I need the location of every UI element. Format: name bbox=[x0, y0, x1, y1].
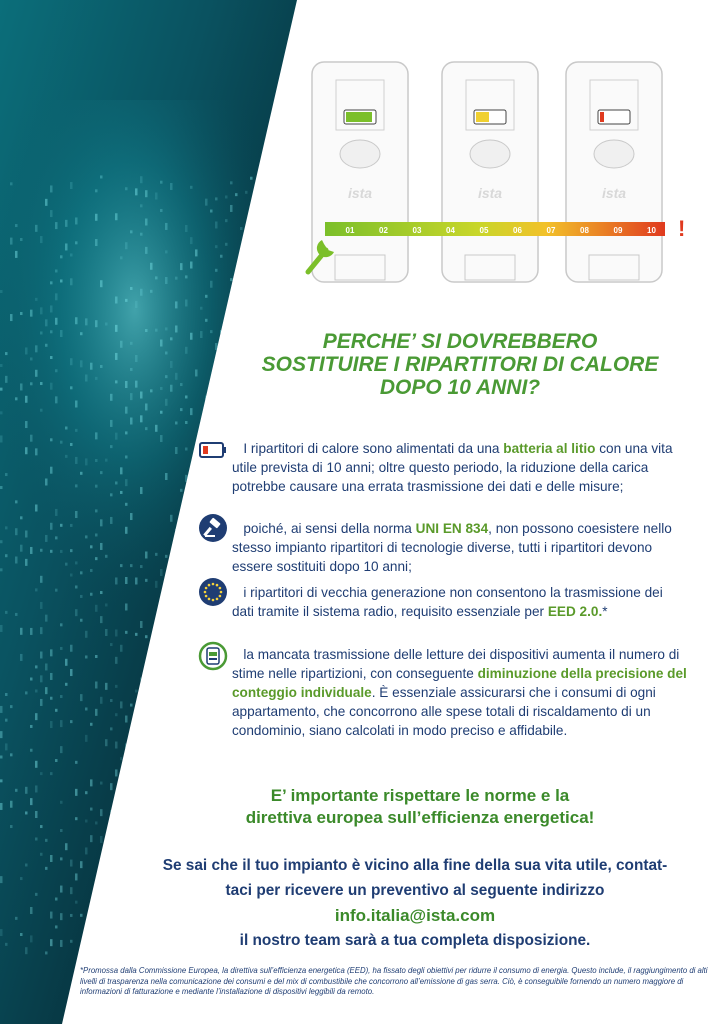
important-notice: E’ importante rispettare le norme e la direttiva europea sull’efficienza energetica! bbox=[245, 786, 595, 827]
list-item-radio: i ripartitori di vecchia generazione non consentono la trasmissione dei dati tramite il sistema radio, requisito essenziale per EED 2.0.* bbox=[232, 585, 663, 619]
svg-text:ista: ista bbox=[477, 185, 503, 201]
scale-label: 02 bbox=[379, 226, 388, 235]
scale-label: 10 bbox=[647, 226, 656, 235]
device-badge-icon bbox=[198, 641, 228, 671]
list-item-battery: I ripartitori di calore sono alimentati da una batteria al litio con una vita utile prevista di 10 anni; oltre questo periodo, la riduzione della carica potrebbe causare una errata trasmissione dei dati e delle misure; bbox=[232, 441, 673, 494]
scale-label: 08 bbox=[580, 226, 589, 235]
footnote: *Promossa dalla Commissione Europea, la direttiva sull’efficienza energetica (EED), ha fissato degli obiettivi per ridurre il consumo di energia. Questo include, il raggiungimento di alti livelli di trasparenza nella comunicazione dei consumi e del mix di combustibile che concorrono all’emissione di gas serra. Ciò, è conseguibile fornendo un numero maggiore di informazioni di fatturazione e mediante l’installazione di dispositivi leggibili da remoto. bbox=[80, 966, 708, 996]
svg-text:ista: ista bbox=[601, 185, 627, 201]
highlight-text: UNI EN 834 bbox=[415, 521, 489, 536]
list-item-precision: la mancata trasmissione delle letture dei dispositivi aumenta il numero di stime nelle ripartizioni, con conseguente diminuzione della precisione del conteggio individuale. È essenziale assicurarsi che i consumi di ogni appartamento, che concorrono alle spese totali di riscaldamento di un condominio, siano calcolati in modo preciso e affidabile. bbox=[232, 647, 687, 738]
scale-label: 01 bbox=[345, 226, 355, 235]
email-link[interactable]: info.italia@ista.com bbox=[334, 906, 496, 925]
device-3 bbox=[566, 62, 662, 282]
scale-label: 03 bbox=[412, 226, 422, 235]
heat-cost-allocator-illustration bbox=[300, 50, 695, 290]
highlight-text: diminuzione della precisione del conteggio individuale bbox=[232, 666, 687, 700]
battery-icon bbox=[198, 435, 228, 465]
scale-label: 09 bbox=[613, 226, 623, 235]
scale-label: 04 bbox=[446, 226, 455, 235]
contact-block: Se sai che il tuo impianto è vicino alla fine della sua vita utile, contat- taci per ricevere un preventivo al seguente indirizzo info.italia@ista.com il nostro team sarà a tua completa disposizione. bbox=[110, 853, 720, 953]
alert-mark: ! bbox=[678, 216, 686, 241]
svg-text:ista: ista bbox=[347, 185, 373, 201]
scale-label: 05 bbox=[479, 226, 489, 235]
title-line-1: PERCHE’ SI DOVREBBERO bbox=[322, 330, 598, 353]
scale-label: 07 bbox=[546, 226, 556, 235]
title-line-3: DOPO 10 ANNI? bbox=[379, 376, 541, 399]
list-item-standard: poiché, ai sensi della norma UNI EN 834, non possono coesistere nello stesso impianto ripartitori di tecnologie diverse, tutti i ripartitori devono essere sostituiti dopo 10 anni; bbox=[232, 521, 672, 574]
eu-flag-icon bbox=[198, 577, 228, 607]
device-2 bbox=[442, 62, 538, 282]
scale-label: 06 bbox=[513, 226, 522, 235]
highlight-text: EED 2.0. bbox=[547, 604, 603, 619]
page-title bbox=[200, 330, 720, 399]
gavel-icon bbox=[198, 513, 228, 543]
highlight-text: batteria al litio bbox=[503, 441, 596, 456]
title-line-2: SOSTITUIRE I RIPARTITORI DI CALORE bbox=[261, 353, 659, 376]
